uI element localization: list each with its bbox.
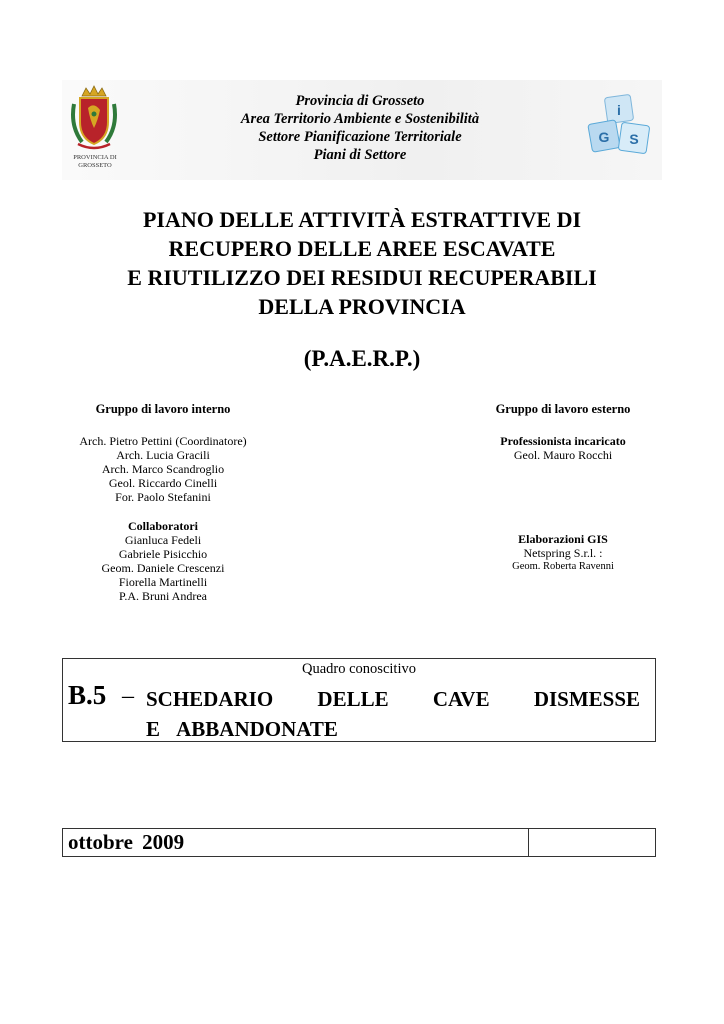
gis-letter: i: [617, 102, 621, 118]
header-line: Piani di Settore: [313, 147, 407, 163]
collaborator-name: P.A. Bruni Andrea: [119, 589, 207, 603]
header-line: Settore Pianificazione Territoriale: [258, 129, 462, 145]
quadro-label: Quadro conoscitivo: [302, 661, 416, 677]
header-line: Area Territorio Ambiente e Sostenibilità: [240, 111, 480, 127]
gis-letter: S: [629, 131, 639, 147]
professional-name: Geol. Mauro Rocchi: [513, 448, 613, 462]
section-dash: –: [122, 683, 134, 709]
gis-person: Geom. Roberta Ravenni: [512, 561, 614, 572]
date-box-divider: [528, 828, 529, 857]
document-date: ottobre 2009: [68, 830, 185, 854]
member-name: Arch. Pietro Pettini (Coordinatore): [79, 434, 247, 448]
professional-heading: Professionista incaricato: [500, 434, 626, 448]
collaborator-name: Gianluca Fedeli: [124, 533, 202, 547]
header-text: [200, 92, 520, 164]
gis-letter: G: [598, 129, 610, 145]
member-name: Arch. Lucia Gracili: [116, 448, 210, 462]
section-title-line-2: E ABBANDONATE: [146, 717, 338, 741]
internal-group: [60, 402, 266, 603]
section-title-word: SCHEDARIO: [146, 687, 274, 711]
title-line: PIANO DELLE ATTIVITÀ ESTRATTIVE DI: [142, 207, 582, 232]
header-line: Provincia di Grosseto: [295, 93, 425, 109]
member-name: For. Paolo Stefanini: [115, 490, 211, 504]
document-acronym: (P.A.E.R.P.): [303, 346, 421, 371]
external-group-heading: Gruppo di lavoro esterno: [495, 402, 631, 416]
section-title-word: DELLE: [317, 687, 389, 711]
title-line: E RIUTILIZZO DEI RESIDUI RECUPERABILI: [127, 265, 597, 290]
internal-group-heading: Gruppo di lavoro interno: [95, 402, 231, 416]
title-line: RECUPERO DELLE AREE ESCAVATE: [168, 236, 556, 261]
section-title-word: DISMESSE: [533, 687, 641, 711]
collaborator-name: Gabriele Pisicchio: [118, 547, 208, 561]
coat-caption-line: GROSSETO: [78, 162, 112, 169]
document-title: [60, 205, 664, 321]
section-code: B.5: [68, 680, 107, 710]
title-line: DELLA PROVINCIA: [258, 294, 466, 319]
external-group: [470, 402, 656, 574]
gis-company: Netspring S.r.l. :: [523, 546, 603, 560]
province-coat-of-arms-icon: [68, 84, 120, 154]
collaborators-heading: Collaboratori: [128, 519, 198, 533]
member-name: Geol. Riccardo Cinelli: [108, 476, 218, 490]
collaborator-name: Geom. Daniele Crescenzi: [101, 561, 225, 575]
collaborator-name: Fiorella Martinelli: [118, 575, 208, 589]
coat-caption: [62, 154, 128, 170]
section-title-word: CAVE: [432, 687, 490, 711]
member-name: Arch. Marco Scandroglio: [101, 462, 225, 476]
gis-heading: Elaborazioni GIS: [518, 532, 608, 546]
gis-logo-icon: [586, 92, 652, 164]
section-title-line-1: [146, 686, 640, 712]
coat-caption-line: PROVINCIA DI: [73, 154, 117, 161]
